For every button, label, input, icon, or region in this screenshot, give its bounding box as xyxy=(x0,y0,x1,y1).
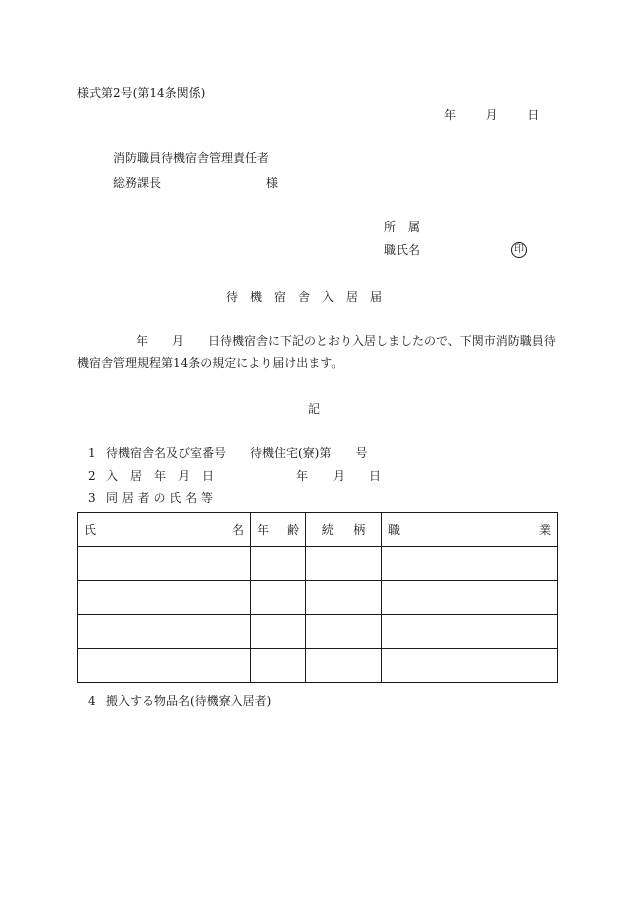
cell-name[interactable] xyxy=(78,615,251,649)
cell-occupation[interactable] xyxy=(382,547,558,581)
header-relationship: 続 柄 xyxy=(306,513,382,547)
seal-icon: 印 xyxy=(511,242,527,258)
item2-month: 月 xyxy=(333,469,346,483)
item2-label: 入 居 年 月 日 xyxy=(106,469,215,483)
item3-number: 3 xyxy=(88,491,96,505)
item3-label: 同 居 者 の 氏 名 等 xyxy=(106,491,213,505)
date-day: 日 xyxy=(527,108,540,122)
table-row xyxy=(78,615,558,649)
cell-occupation[interactable] xyxy=(382,615,558,649)
addressee-line1: 消防職員待機宿舎管理責任者 xyxy=(113,151,270,165)
body-line1: 年 月 日待機宿舎に下記のとおり入居しましたので、下関市消防職員待 xyxy=(136,334,556,348)
item2-day: 日 xyxy=(369,469,382,483)
body-line2: 機宿舎管理規程第14条の規定により届け出ます。 xyxy=(77,356,344,370)
item4-number: 4 xyxy=(88,694,96,708)
name-label: 職氏名 xyxy=(384,243,421,257)
cell-age[interactable] xyxy=(251,547,306,581)
cell-age[interactable] xyxy=(251,581,306,615)
table-row xyxy=(78,581,558,615)
date-year: 年 xyxy=(444,108,457,122)
table-row xyxy=(78,547,558,581)
date-line xyxy=(444,108,539,122)
cell-relationship[interactable] xyxy=(306,615,382,649)
cohabitant-table xyxy=(77,512,558,683)
header-age: 年 齢 xyxy=(251,513,306,547)
cell-age[interactable] xyxy=(251,615,306,649)
cell-name[interactable] xyxy=(78,649,251,683)
cell-relationship[interactable] xyxy=(306,581,382,615)
cell-relationship[interactable] xyxy=(306,649,382,683)
item2-year: 年 xyxy=(296,469,309,483)
seal-mark xyxy=(511,241,527,258)
item2-number: 2 xyxy=(88,469,96,483)
date-month: 月 xyxy=(485,108,498,122)
item1-value: 待機住宅(寮)第 号 xyxy=(250,446,368,460)
table-row xyxy=(78,649,558,683)
cell-name[interactable] xyxy=(78,581,251,615)
addressee-line2: 総務課長 xyxy=(113,176,162,190)
header-name: 氏 名 xyxy=(78,513,251,547)
ki-label: 記 xyxy=(308,402,321,416)
form-label: 様式第2号(第14条関係) xyxy=(77,86,206,100)
header-occupation: 職 業 xyxy=(382,513,558,547)
item1-number: 1 xyxy=(88,446,96,460)
form-title: 待 機 宿 舎 入 居 届 xyxy=(226,290,383,304)
item1-label: 待機宿舎名及び室番号 xyxy=(106,446,227,460)
addressee-honorific: 様 xyxy=(266,176,279,190)
cell-age[interactable] xyxy=(251,649,306,683)
table-header-row xyxy=(78,513,558,547)
cell-occupation[interactable] xyxy=(382,581,558,615)
cell-occupation[interactable] xyxy=(382,649,558,683)
cell-relationship[interactable] xyxy=(306,547,382,581)
affiliation-label: 所 属 xyxy=(384,220,421,234)
item4-label: 搬入する物品名(待機寮入居者) xyxy=(106,694,272,708)
cell-name[interactable] xyxy=(78,547,251,581)
